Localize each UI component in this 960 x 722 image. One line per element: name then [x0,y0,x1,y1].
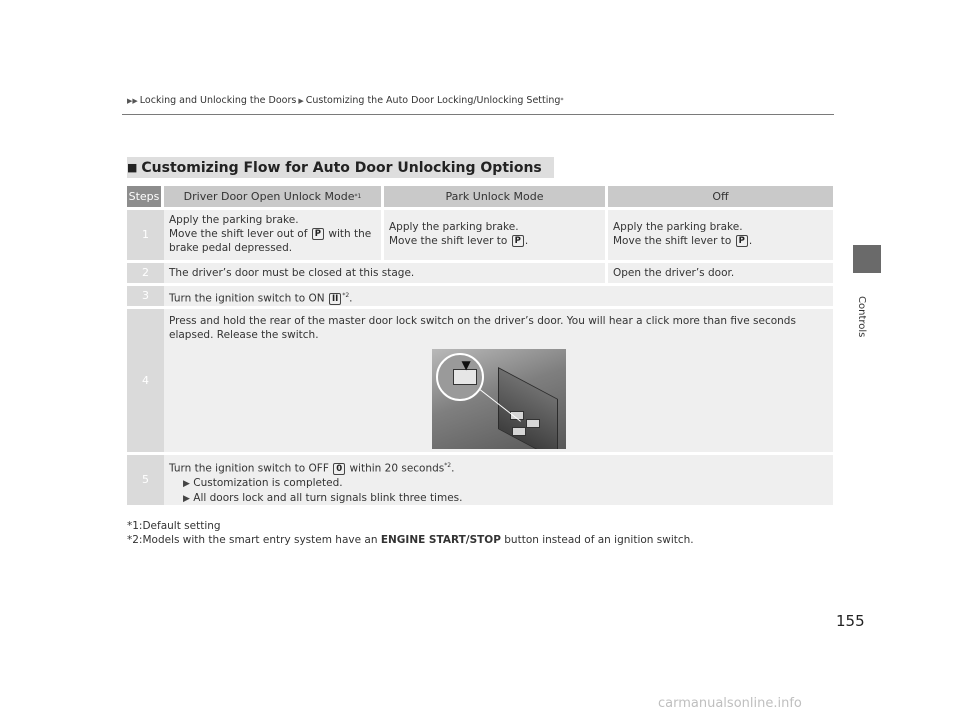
door-switch-panel [498,367,558,449]
table-header [127,186,833,207]
footnote-1: *1:Default setting [127,520,221,532]
window-switch [512,427,526,436]
park-key-icon: P [512,235,524,247]
on-key-icon: II [329,293,341,305]
header-rule [122,114,834,115]
footnote-2: *2:Models with the smart entry system have an ENGINE START/STOP button instead of an ignition switch. [127,534,694,546]
result-arrow-icon: ▶ [183,478,190,489]
step-number: 4 [127,309,164,452]
zoom-callout [436,353,484,401]
off-key-icon: 0 [333,463,345,475]
triangle-icon: ▶ [298,96,304,105]
window-switch [526,419,540,428]
step2-closed-door-cell: The driver’s door must be closed at this stage. [164,263,608,283]
footnote-mark: * [560,97,564,104]
step1-off-cell: Apply the parking brake. Move the shift lever to P . [613,221,753,247]
chapter-tab-block [853,245,881,273]
customization-table [127,186,833,505]
step3-cell: Turn the ignition switch to ON II $^{*2}$. [169,292,353,305]
breadcrumb [127,95,563,106]
step1-park-unlock-cell: Apply the parking brake. Move the shift lever to P . [384,210,608,260]
door-lock-switch-illustration [432,349,566,449]
breadcrumb-item-locking[interactable]: Locking and Unlocking the Doors [139,95,297,106]
header-steps: Steps [127,186,164,207]
press-arrow-icon: ▼ [461,358,471,372]
step-number: 1 [127,210,164,260]
chapter-tab-label[interactable]: Controls [856,296,867,338]
table-row [127,286,833,306]
header-park-unlock-mode: Park Unlock Mode [384,186,608,207]
step-number: 3 [127,286,164,306]
section-heading [127,157,554,178]
table-row [127,210,833,260]
footnotes [127,519,694,547]
step-number: 5 [127,455,164,505]
park-key-icon: P [736,235,748,247]
step-number: 2 [127,263,164,283]
watermark: carmanualsonline.info [658,696,802,711]
page-number: 155 [836,612,865,630]
step2-open-door-cell: Open the driver’s door. [613,267,735,279]
header-off: Off [712,190,729,203]
step1-driver-door-cell: Apply the parking brake. Move the shift lever out of P with the brake pedal depressed. [164,210,384,260]
table-row [127,263,833,283]
square-bullet-icon: ■ [127,161,138,174]
table-row [127,455,833,505]
table-row [127,309,833,452]
breadcrumb-item-customizing[interactable]: Customizing the Auto Door Locking/Unlocking Setting [305,95,561,106]
step5-cell: Turn the ignition switch to OFF 0 within 20 seconds$^{*2}$. ▶ Customization is completed. ▶ All doors lock and all turn signals blink three times. [169,462,463,504]
triangle-icon: ▶▶ [127,96,138,105]
header-driver-door-open-unlock-mode: Driver Door Open Unlock Mode *1 [164,186,384,207]
park-key-icon: P [312,228,324,240]
section-title: Customizing Flow for Auto Door Unlocking Options [141,159,542,176]
step4-cell: Press and hold the rear of the master door lock switch on the driver’s door. You will hear a click more than five seconds elapsed. Release the switch. ▼ [164,309,833,452]
result-arrow-icon: ▶ [183,493,190,504]
